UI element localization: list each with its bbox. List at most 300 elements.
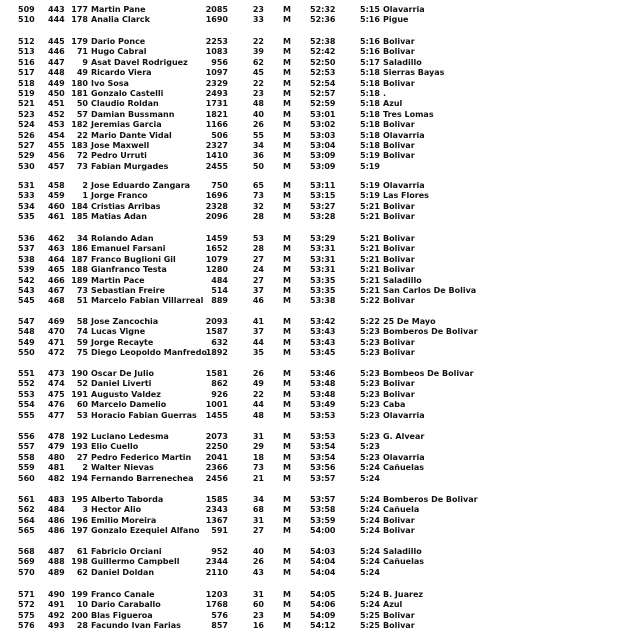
finish-time: 52:54 <box>310 78 336 88</box>
runner-age: 29 <box>252 442 264 452</box>
runner-name: Daniel Liverti <box>91 379 152 389</box>
runner-age: 73 <box>252 191 264 201</box>
pace-per-km: 5:24 <box>360 590 380 599</box>
runner-name: Ivo Sosa <box>91 78 129 88</box>
result-position: 564 <box>18 515 35 525</box>
runner-name: Pedro Federico Martin <box>91 452 192 462</box>
bib-number: 2327 <box>205 141 228 150</box>
pace-per-km: 5:21 <box>360 234 380 243</box>
runner-age: 65 <box>252 181 264 190</box>
runner-city: Azul <box>383 600 403 610</box>
result-category-position: 475 <box>48 389 65 399</box>
result-position: 555 <box>18 410 35 420</box>
pace-per-km: 5:23 <box>360 442 380 452</box>
result-row <box>0 337 634 348</box>
result-position: 571 <box>18 590 35 599</box>
finish-time: 53:15 <box>310 191 336 201</box>
finish-time: 53:35 <box>310 286 336 295</box>
runner-city: G. Alvear <box>383 432 425 441</box>
result-row <box>0 525 634 536</box>
result-category-position: 471 <box>48 337 65 347</box>
runner-city: Bolivar <box>383 47 415 57</box>
finish-time: 53:01 <box>310 109 336 119</box>
runner-age: 43 <box>252 567 264 577</box>
result-position: 554 <box>18 400 35 410</box>
runner-age: 48 <box>252 99 264 109</box>
result-category-position: 459 <box>48 191 65 201</box>
result-class-number: 72 <box>76 151 88 161</box>
result-row <box>0 368 634 379</box>
result-class-number: 27 <box>76 452 88 462</box>
runner-name: Jorge Recayte <box>91 337 154 347</box>
runner-name: Augusto Valdez <box>91 389 161 399</box>
result-class-number: 200 <box>71 610 88 620</box>
finish-time: 52:36 <box>310 15 336 25</box>
result-position: 545 <box>18 296 35 306</box>
runner-age: 68 <box>252 505 264 515</box>
bib-number: 857 <box>211 621 228 631</box>
runner-name: Fernando Barrenechea <box>91 473 194 483</box>
result-row <box>0 599 634 610</box>
result-class-number: 196 <box>71 515 88 525</box>
finish-time: 53:43 <box>310 327 336 337</box>
result-row <box>0 78 634 89</box>
pace-per-km: 5:21 <box>360 212 380 222</box>
finish-time: 53:28 <box>310 212 336 222</box>
runner-age: 24 <box>252 265 264 275</box>
result-class-number: 194 <box>71 473 88 483</box>
runner-age: 27 <box>252 254 264 264</box>
runner-age: 33 <box>252 15 264 25</box>
pace-per-km: 5:24 <box>360 505 380 515</box>
runner-sex: M <box>283 317 291 326</box>
finish-time: 53:11 <box>310 181 336 190</box>
bib-number: 862 <box>211 379 228 389</box>
result-category-position: 483 <box>48 495 65 504</box>
result-position: 510 <box>18 15 35 25</box>
runner-age: 40 <box>252 109 264 119</box>
runner-sex: M <box>283 296 291 306</box>
result-class-number: 197 <box>71 526 88 536</box>
result-row <box>0 211 634 222</box>
result-category-position: 451 <box>48 99 65 109</box>
result-class-number: 62 <box>76 567 88 577</box>
runner-name: Daniel Doldan <box>91 567 155 577</box>
result-row <box>0 264 634 275</box>
result-category-position: 489 <box>48 567 65 577</box>
result-position: 536 <box>18 234 35 243</box>
runner-name: Facundo Ivan Farias <box>91 621 181 631</box>
runner-age: 62 <box>252 57 264 67</box>
runner-sex: M <box>283 109 291 119</box>
result-position: 538 <box>18 254 35 264</box>
runner-name: Guillermo Campbell <box>91 557 180 567</box>
runner-sex: M <box>283 201 291 211</box>
result-position: 570 <box>18 567 35 577</box>
bib-number: 1083 <box>205 47 228 57</box>
runner-age: 45 <box>252 68 264 78</box>
result-category-position: 487 <box>48 547 65 556</box>
finish-time: 53:58 <box>310 505 336 515</box>
result-row <box>0 119 634 130</box>
runner-sex: M <box>283 495 291 504</box>
result-row <box>0 67 634 78</box>
result-class-number: 60 <box>76 400 88 410</box>
runner-name: Gonzalo Ezequiel Alfano <box>91 526 200 536</box>
runner-age: 60 <box>252 600 264 610</box>
pace-per-km: 5:24 <box>360 526 380 536</box>
runner-name: Pedro Urruti <box>91 151 147 161</box>
runner-name: Gonzalo Castelli <box>91 89 164 98</box>
runner-age: 18 <box>252 452 264 462</box>
result-class-number: 188 <box>71 265 88 275</box>
result-row <box>0 275 634 286</box>
pace-per-km: 5:16 <box>360 15 380 25</box>
result-row <box>0 504 634 515</box>
result-class-number: 189 <box>71 275 88 285</box>
result-row <box>0 233 634 244</box>
result-category-position: 455 <box>48 141 65 150</box>
result-category-position: 477 <box>48 410 65 420</box>
runner-age: 44 <box>252 400 264 410</box>
bib-number: 1203 <box>205 590 228 599</box>
result-category-position: 456 <box>48 151 65 161</box>
result-category-position: 493 <box>48 621 65 631</box>
runner-sex: M <box>283 234 291 243</box>
result-position: 539 <box>18 265 35 275</box>
runner-age: 22 <box>252 78 264 88</box>
runner-age: 36 <box>252 151 264 161</box>
runner-sex: M <box>283 515 291 525</box>
runner-name: Alberto Taborda <box>91 495 164 504</box>
result-row <box>0 410 634 421</box>
runner-sex: M <box>283 191 291 201</box>
runner-name: Oscar De Julio <box>91 369 154 378</box>
runner-name: Emanuel Farsani <box>91 244 166 254</box>
result-position: 576 <box>18 621 35 631</box>
pace-per-km: 5:21 <box>360 254 380 264</box>
result-class-number: 50 <box>76 99 88 109</box>
finish-time: 54:03 <box>310 547 336 556</box>
runner-age: 21 <box>252 473 264 483</box>
bib-number: 484 <box>211 275 228 285</box>
runner-name: Horacio Fabian Guerras <box>91 410 197 420</box>
result-category-position: 460 <box>48 201 65 211</box>
runner-sex: M <box>283 590 291 599</box>
result-category-position: 474 <box>48 379 65 389</box>
result-class-number: 198 <box>71 557 88 567</box>
finish-time: 53:57 <box>310 495 336 504</box>
runner-city: Bolivar <box>383 120 415 130</box>
result-class-number: 190 <box>71 369 88 378</box>
result-class-number: 181 <box>71 89 88 98</box>
pace-per-km: 5:23 <box>360 452 380 462</box>
finish-time: 53:59 <box>310 515 336 525</box>
runner-name: Dario Caraballo <box>91 600 161 610</box>
result-row <box>0 399 634 410</box>
runner-city: Bolivar <box>383 212 415 222</box>
result-row <box>0 88 634 99</box>
result-position: 568 <box>18 547 35 556</box>
runner-sex: M <box>283 120 291 130</box>
runner-age: 37 <box>252 286 264 295</box>
runner-city: Bolivar <box>383 610 415 620</box>
runner-city: B. Juarez <box>383 590 424 599</box>
runner-sex: M <box>283 410 291 420</box>
bib-number: 2344 <box>205 557 228 567</box>
result-class-number: 53 <box>76 410 88 420</box>
finish-time: 54:04 <box>310 567 336 577</box>
pace-per-km: 5:25 <box>360 621 380 631</box>
runner-city: Olavarria <box>383 5 425 14</box>
result-position: 550 <box>18 348 35 358</box>
result-row <box>0 140 634 151</box>
finish-time: 53:54 <box>310 442 336 452</box>
runner-sex: M <box>283 99 291 109</box>
bib-number: 1455 <box>205 410 228 420</box>
runner-city: Bolivar <box>383 348 415 358</box>
result-category-position: 476 <box>48 400 65 410</box>
bib-number: 2253 <box>205 37 228 46</box>
bib-number: 2328 <box>205 201 228 211</box>
result-class-number: 57 <box>76 109 88 119</box>
result-row <box>0 567 634 578</box>
finish-time: 53:38 <box>310 296 336 306</box>
result-category-position: 454 <box>48 130 65 140</box>
result-class-number: 186 <box>71 244 88 254</box>
result-row <box>0 462 634 473</box>
runner-sex: M <box>283 254 291 264</box>
runner-age: 40 <box>252 547 264 556</box>
result-class-number: 10 <box>76 600 88 610</box>
result-category-position: 445 <box>48 37 65 46</box>
result-position: 558 <box>18 452 35 462</box>
runner-city: Bolivar <box>383 265 415 275</box>
result-position: 542 <box>18 275 35 285</box>
finish-time: 53:42 <box>310 317 336 326</box>
bib-number: 514 <box>211 286 228 295</box>
result-position: 562 <box>18 505 35 515</box>
bib-number: 632 <box>211 337 228 347</box>
runner-name: Diego Leopoldo Manfredo <box>91 348 207 358</box>
finish-time: 53:35 <box>310 275 336 285</box>
runner-sex: M <box>283 57 291 67</box>
pace-per-km: 5:24 <box>360 547 380 556</box>
runner-age: 44 <box>252 337 264 347</box>
result-class-number: 178 <box>71 15 88 25</box>
result-row <box>0 347 634 358</box>
finish-time: 53:53 <box>310 410 336 420</box>
result-position: 543 <box>18 286 35 295</box>
result-class-number: 193 <box>71 442 88 452</box>
result-row <box>0 389 634 400</box>
runner-name: Rolando Adan <box>91 234 154 243</box>
finish-time: 53:09 <box>310 151 336 161</box>
result-position: 551 <box>18 369 35 378</box>
result-position: 552 <box>18 379 35 389</box>
runner-city: Bomberos De Bolivar <box>383 327 478 337</box>
result-class-number: 52 <box>76 379 88 389</box>
result-row <box>0 610 634 621</box>
finish-time: 52:50 <box>310 57 336 67</box>
result-position: 557 <box>18 442 35 452</box>
runner-sex: M <box>283 610 291 620</box>
result-category-position: 484 <box>48 505 65 515</box>
runner-name: Fabian Murgades <box>91 161 169 171</box>
bib-number: 2096 <box>205 212 228 222</box>
runner-sex: M <box>283 369 291 378</box>
bib-number: 2041 <box>205 452 228 462</box>
runner-city: Bolivar <box>383 526 415 536</box>
runner-name: Jose Zancochia <box>91 317 159 326</box>
runner-age: 31 <box>252 590 264 599</box>
result-row <box>0 546 634 557</box>
runner-name: Blas Figueroa <box>91 610 153 620</box>
bib-number: 2493 <box>205 89 228 98</box>
runner-city: Cañuelas <box>383 463 424 473</box>
runner-sex: M <box>283 47 291 57</box>
result-class-number: 187 <box>71 254 88 264</box>
runner-sex: M <box>283 68 291 78</box>
result-category-position: 462 <box>48 234 65 243</box>
bib-number: 2110 <box>205 567 228 577</box>
runner-sex: M <box>283 526 291 536</box>
result-position: 560 <box>18 473 35 483</box>
bib-number: 2250 <box>205 442 228 452</box>
finish-time: 53:57 <box>310 473 336 483</box>
finish-time: 52:32 <box>310 5 336 14</box>
pace-per-km: 5:18 <box>360 109 380 119</box>
result-category-position: 463 <box>48 244 65 254</box>
result-category-position: 457 <box>48 161 65 171</box>
runner-name: Luciano Ledesma <box>91 432 169 441</box>
pace-per-km: 5:16 <box>360 37 380 46</box>
runner-sex: M <box>283 452 291 462</box>
bib-number: 1410 <box>205 151 228 161</box>
result-category-position: 452 <box>48 109 65 119</box>
runner-sex: M <box>283 567 291 577</box>
runner-name: Lucas Vigne <box>91 327 146 337</box>
result-class-number: 180 <box>71 78 88 88</box>
runner-age: 49 <box>252 379 264 389</box>
runner-age: 27 <box>252 526 264 536</box>
runner-city: Bolivar <box>383 141 415 150</box>
finish-time: 53:31 <box>310 244 336 254</box>
result-category-position: 478 <box>48 432 65 441</box>
result-position: 533 <box>18 191 35 201</box>
result-category-position: 467 <box>48 286 65 295</box>
runner-city: 25 De Mayo <box>383 317 436 326</box>
runner-age: 37 <box>252 327 264 337</box>
result-class-number: 28 <box>76 621 88 631</box>
runner-age: 34 <box>252 495 264 504</box>
result-position: 569 <box>18 557 35 567</box>
result-row <box>0 130 634 141</box>
runner-city: Sierras Bayas <box>383 68 445 78</box>
runner-sex: M <box>283 161 291 171</box>
bib-number: 1367 <box>205 515 228 525</box>
result-position: 530 <box>18 161 35 171</box>
runner-age: 27 <box>252 275 264 285</box>
bib-number: 2093 <box>205 317 228 326</box>
bib-number: 1079 <box>205 254 228 264</box>
bib-number: 506 <box>211 130 228 140</box>
result-category-position: 458 <box>48 181 65 190</box>
finish-time: 53:04 <box>310 141 336 150</box>
result-category-position: 461 <box>48 212 65 222</box>
runner-age: 26 <box>252 557 264 567</box>
runner-sex: M <box>283 37 291 46</box>
bib-number: 1731 <box>205 99 228 109</box>
runner-age: 48 <box>252 410 264 420</box>
runner-sex: M <box>283 327 291 337</box>
pace-per-km: 5:24 <box>360 515 380 525</box>
runner-age: 73 <box>252 463 264 473</box>
result-class-number: 51 <box>76 296 88 306</box>
runner-city: Pigue <box>383 15 409 25</box>
runner-city: Bolivar <box>383 389 415 399</box>
runner-city: . <box>383 89 387 98</box>
finish-time: 53:03 <box>310 130 336 140</box>
result-position: 556 <box>18 432 35 441</box>
pace-per-km: 5:21 <box>360 275 380 285</box>
result-class-number: 34 <box>76 234 88 243</box>
result-row <box>0 243 634 254</box>
runner-city: Saladillo <box>383 547 422 556</box>
bib-number: 2455 <box>205 161 228 171</box>
finish-time: 52:42 <box>310 47 336 57</box>
result-category-position: 449 <box>48 78 65 88</box>
runner-sex: M <box>283 348 291 358</box>
finish-time: 53:48 <box>310 379 336 389</box>
runner-sex: M <box>283 151 291 161</box>
result-class-number: 185 <box>71 212 88 222</box>
result-category-position: 447 <box>48 57 65 67</box>
result-position: 517 <box>18 68 35 78</box>
runner-sex: M <box>283 389 291 399</box>
result-position: 516 <box>18 57 35 67</box>
result-class-number: 192 <box>71 432 88 441</box>
result-class-number: 1 <box>82 191 88 201</box>
result-row <box>0 254 634 265</box>
runner-sex: M <box>283 463 291 473</box>
result-class-number: 199 <box>71 590 88 599</box>
result-position: 553 <box>18 389 35 399</box>
runner-sex: M <box>283 89 291 98</box>
finish-time: 53:48 <box>310 389 336 399</box>
pace-per-km: 5:21 <box>360 265 380 275</box>
bib-number: 926 <box>211 389 228 399</box>
pace-per-km: 5:18 <box>360 130 380 140</box>
pace-per-km: 5:17 <box>360 57 380 67</box>
result-category-position: 490 <box>48 590 65 599</box>
finish-time: 53:31 <box>310 265 336 275</box>
runner-sex: M <box>283 15 291 25</box>
bib-number: 1280 <box>205 265 228 275</box>
runner-name: Jeremias Garcia <box>91 120 162 130</box>
result-category-position: 468 <box>48 296 65 306</box>
pace-per-km: 5:23 <box>360 348 380 358</box>
bib-number: 1696 <box>205 191 228 201</box>
result-position: 531 <box>18 181 35 190</box>
result-row <box>0 98 634 109</box>
pace-per-km: 5:24 <box>360 495 380 504</box>
runner-city: Bombeos De Bolivar <box>383 369 474 378</box>
runner-sex: M <box>283 141 291 150</box>
runner-city: Bolivar <box>383 234 415 243</box>
runner-city: Cañuela <box>383 505 420 515</box>
result-position: 575 <box>18 610 35 620</box>
